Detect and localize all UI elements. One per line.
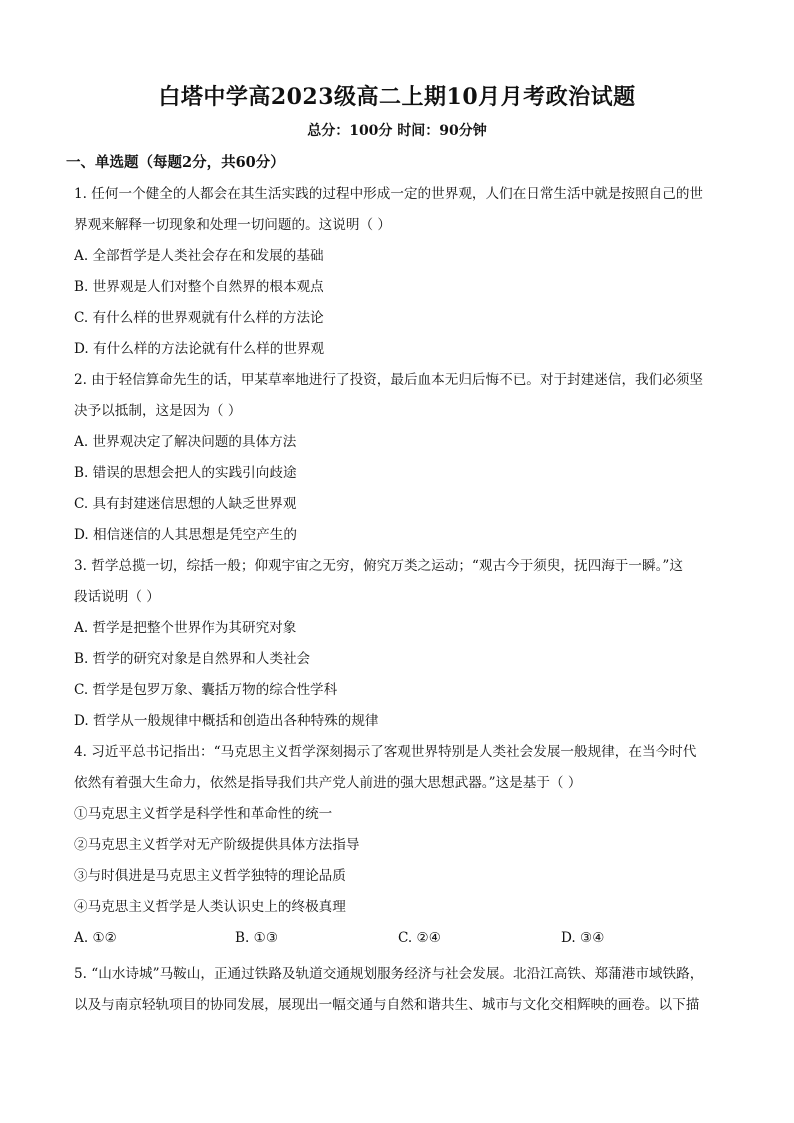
q4-option-d: D. ③④ <box>561 930 605 946</box>
q4-statement-4: ④马克思主义哲学是人类认识史上的终极真理 <box>74 899 346 915</box>
q5-stem-line2: 以及与南京轻轨项目的协同发展，展现出一幅交通与自然和谐共生、城市与文化交相辉映的画卷。以下描 <box>74 997 700 1013</box>
q1-option-c: C. 有什么样的世界观就有什么样的方法论 <box>74 310 324 326</box>
q2-option-d: D. 相信迷信的人其思想是凭空产生的 <box>74 527 297 543</box>
q2-option-a: A. 世界观决定了解决问题的具体方法 <box>74 434 297 450</box>
q3-stem-line1: 3. 哲学总揽一切，综括一般；仰观宇宙之无穷，俯究万类之运动；“观古今于须臾，抚四海于一瞬。”这 <box>74 558 683 574</box>
exam-title: 白塔中学高2023级高二上期10月月考政治试题 <box>158 84 636 110</box>
q4-option-a: A. ①② <box>74 930 117 946</box>
q1-option-a: A. 全部哲学是人类社会存在和发展的基础 <box>74 248 324 264</box>
q1-option-b: B. 世界观是人们对整个自然界的根本观点 <box>74 279 324 295</box>
q3-option-b: B. 哲学的研究对象是自然界和人类社会 <box>74 651 311 667</box>
q3-option-a: A. 哲学是把整个世界作为其研究对象 <box>74 620 297 636</box>
q2-option-b: B. 错误的思想会把人的实践引向歧途 <box>74 465 297 481</box>
q3-stem-line2: 段话说明（ ） <box>74 589 160 605</box>
q4-statement-1: ①马克思主义哲学是科学性和革命性的统一 <box>74 806 333 822</box>
q4-stem-line1: 4. 习近平总书记指出：“马克思主义哲学深刻揭示了客观世界特别是人类社会发展一般规律，在当今时代 <box>74 744 697 760</box>
q2-option-c: C. 具有封建迷信思想的人缺乏世界观 <box>74 496 297 512</box>
q2-stem-line1: 2. 由于轻信算命先生的话，甲某草率地进行了投资，最后血本无归后悔不已。对于封建迷信，我们必须坚 <box>74 372 704 388</box>
q3-option-d: D. 哲学从一般规律中概括和创造出各种特殊的规律 <box>74 713 379 729</box>
q1-stem-line1: 1. 任何一个健全的人都会在其生活实践的过程中形成一定的世界观，人们在日常生活中就是按照自己的世 <box>74 186 704 202</box>
q4-option-b: B. ①③ <box>235 930 279 946</box>
q1-option-d: D. 有什么样的方法论就有什么样的世界观 <box>74 341 325 357</box>
q5-stem-line1: 5. “山水诗城”马鞍山，正通过铁路及轨道交通规划服务经济与社会发展。北沿江高铁、郑蒲港市域铁路， <box>74 966 704 982</box>
q3-option-c: C. 哲学是包罗万象、囊括万物的综合性学科 <box>74 682 338 698</box>
q1-stem-line2: 界观来解释一切现象和处理一切问题的。这说明（ ） <box>74 217 391 233</box>
q4-statement-2: ②马克思主义哲学对无产阶级提供具体方法指导 <box>74 837 360 853</box>
q4-stem-line2: 依然有着强大生命力，依然是指导我们共产党人前进的强大思想武器。”这是基于（ ） <box>74 775 582 791</box>
section-heading: 一、单选题（每题2分，共60分） <box>66 154 285 171</box>
q4-option-c: C. ②④ <box>398 930 441 946</box>
exam-subtitle: 总分：100分 时间：90分钟 <box>307 123 487 139</box>
q4-statement-3: ③与时俱进是马克思主义哲学独特的理论品质 <box>74 868 346 884</box>
q2-stem-line2: 决予以抵制，这是因为（ ） <box>74 403 242 419</box>
